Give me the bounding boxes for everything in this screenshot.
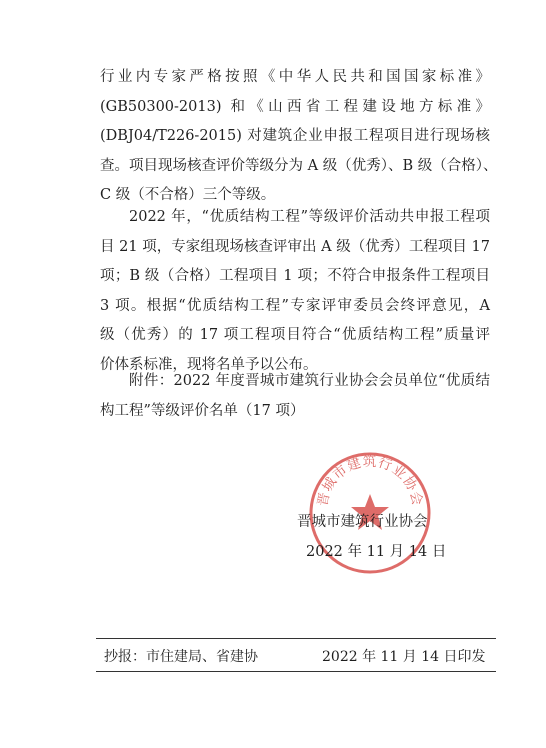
text-line: 构工程”等级评价名单（17 项）	[100, 402, 305, 419]
text-line: (DBJ04/T226-2015) 对建筑企业申报工程项目进行现场核	[100, 128, 490, 144]
text-line: 行业内专家严格按照《中华人民共和国国家标准》	[100, 69, 490, 85]
footer-cc: 抄报：市住建局、省建协	[104, 649, 258, 665]
paragraph-attachment	[100, 367, 490, 426]
text-line: 查。项目现场核查评价等级分为 A 级（优秀）、B 级（合格）、	[100, 157, 498, 174]
paragraph-results	[100, 203, 490, 380]
signature-organization: 晋城市建筑行业协会	[297, 514, 428, 530]
text-line: (GB50300-2013) 和《山西省工程建设地方标准》	[100, 98, 490, 115]
text-line: 3 项。根据“优质结构工程”专家评审委员会终评意见，A	[100, 297, 490, 314]
seal-text: 晋城市建筑行业协会	[314, 454, 426, 508]
text-line: 级（优秀）的 17 项工程项目符合“优质结构工程”质量评	[100, 327, 490, 343]
footer-print-date: 2022 年 11 月 14 日印发	[322, 649, 486, 665]
text-line: 项；B 级（合格）工程项目 1 项；不符合申报条件工程项目	[100, 268, 490, 284]
text-line: 目 21 项，专家组现场核查评审出 A 级（优秀）工程项目 17	[100, 238, 490, 255]
text-line: 价体系标准，现将名单予以公布。	[100, 356, 318, 373]
signature-date: 2022 年 11 月 14 日	[306, 544, 447, 560]
footer-divider-top	[96, 638, 496, 639]
paragraph-standards	[100, 63, 498, 211]
text-line: 附件：2022 年度晋城市建筑行业协会会员单位“优质结	[129, 373, 490, 389]
footer-divider-bottom	[96, 671, 496, 672]
text-line: 2022 年，“优质结构工程”等级评价活动共申报工程项	[129, 209, 490, 225]
text-line: C 级（不合格）三个等级。	[100, 187, 276, 203]
